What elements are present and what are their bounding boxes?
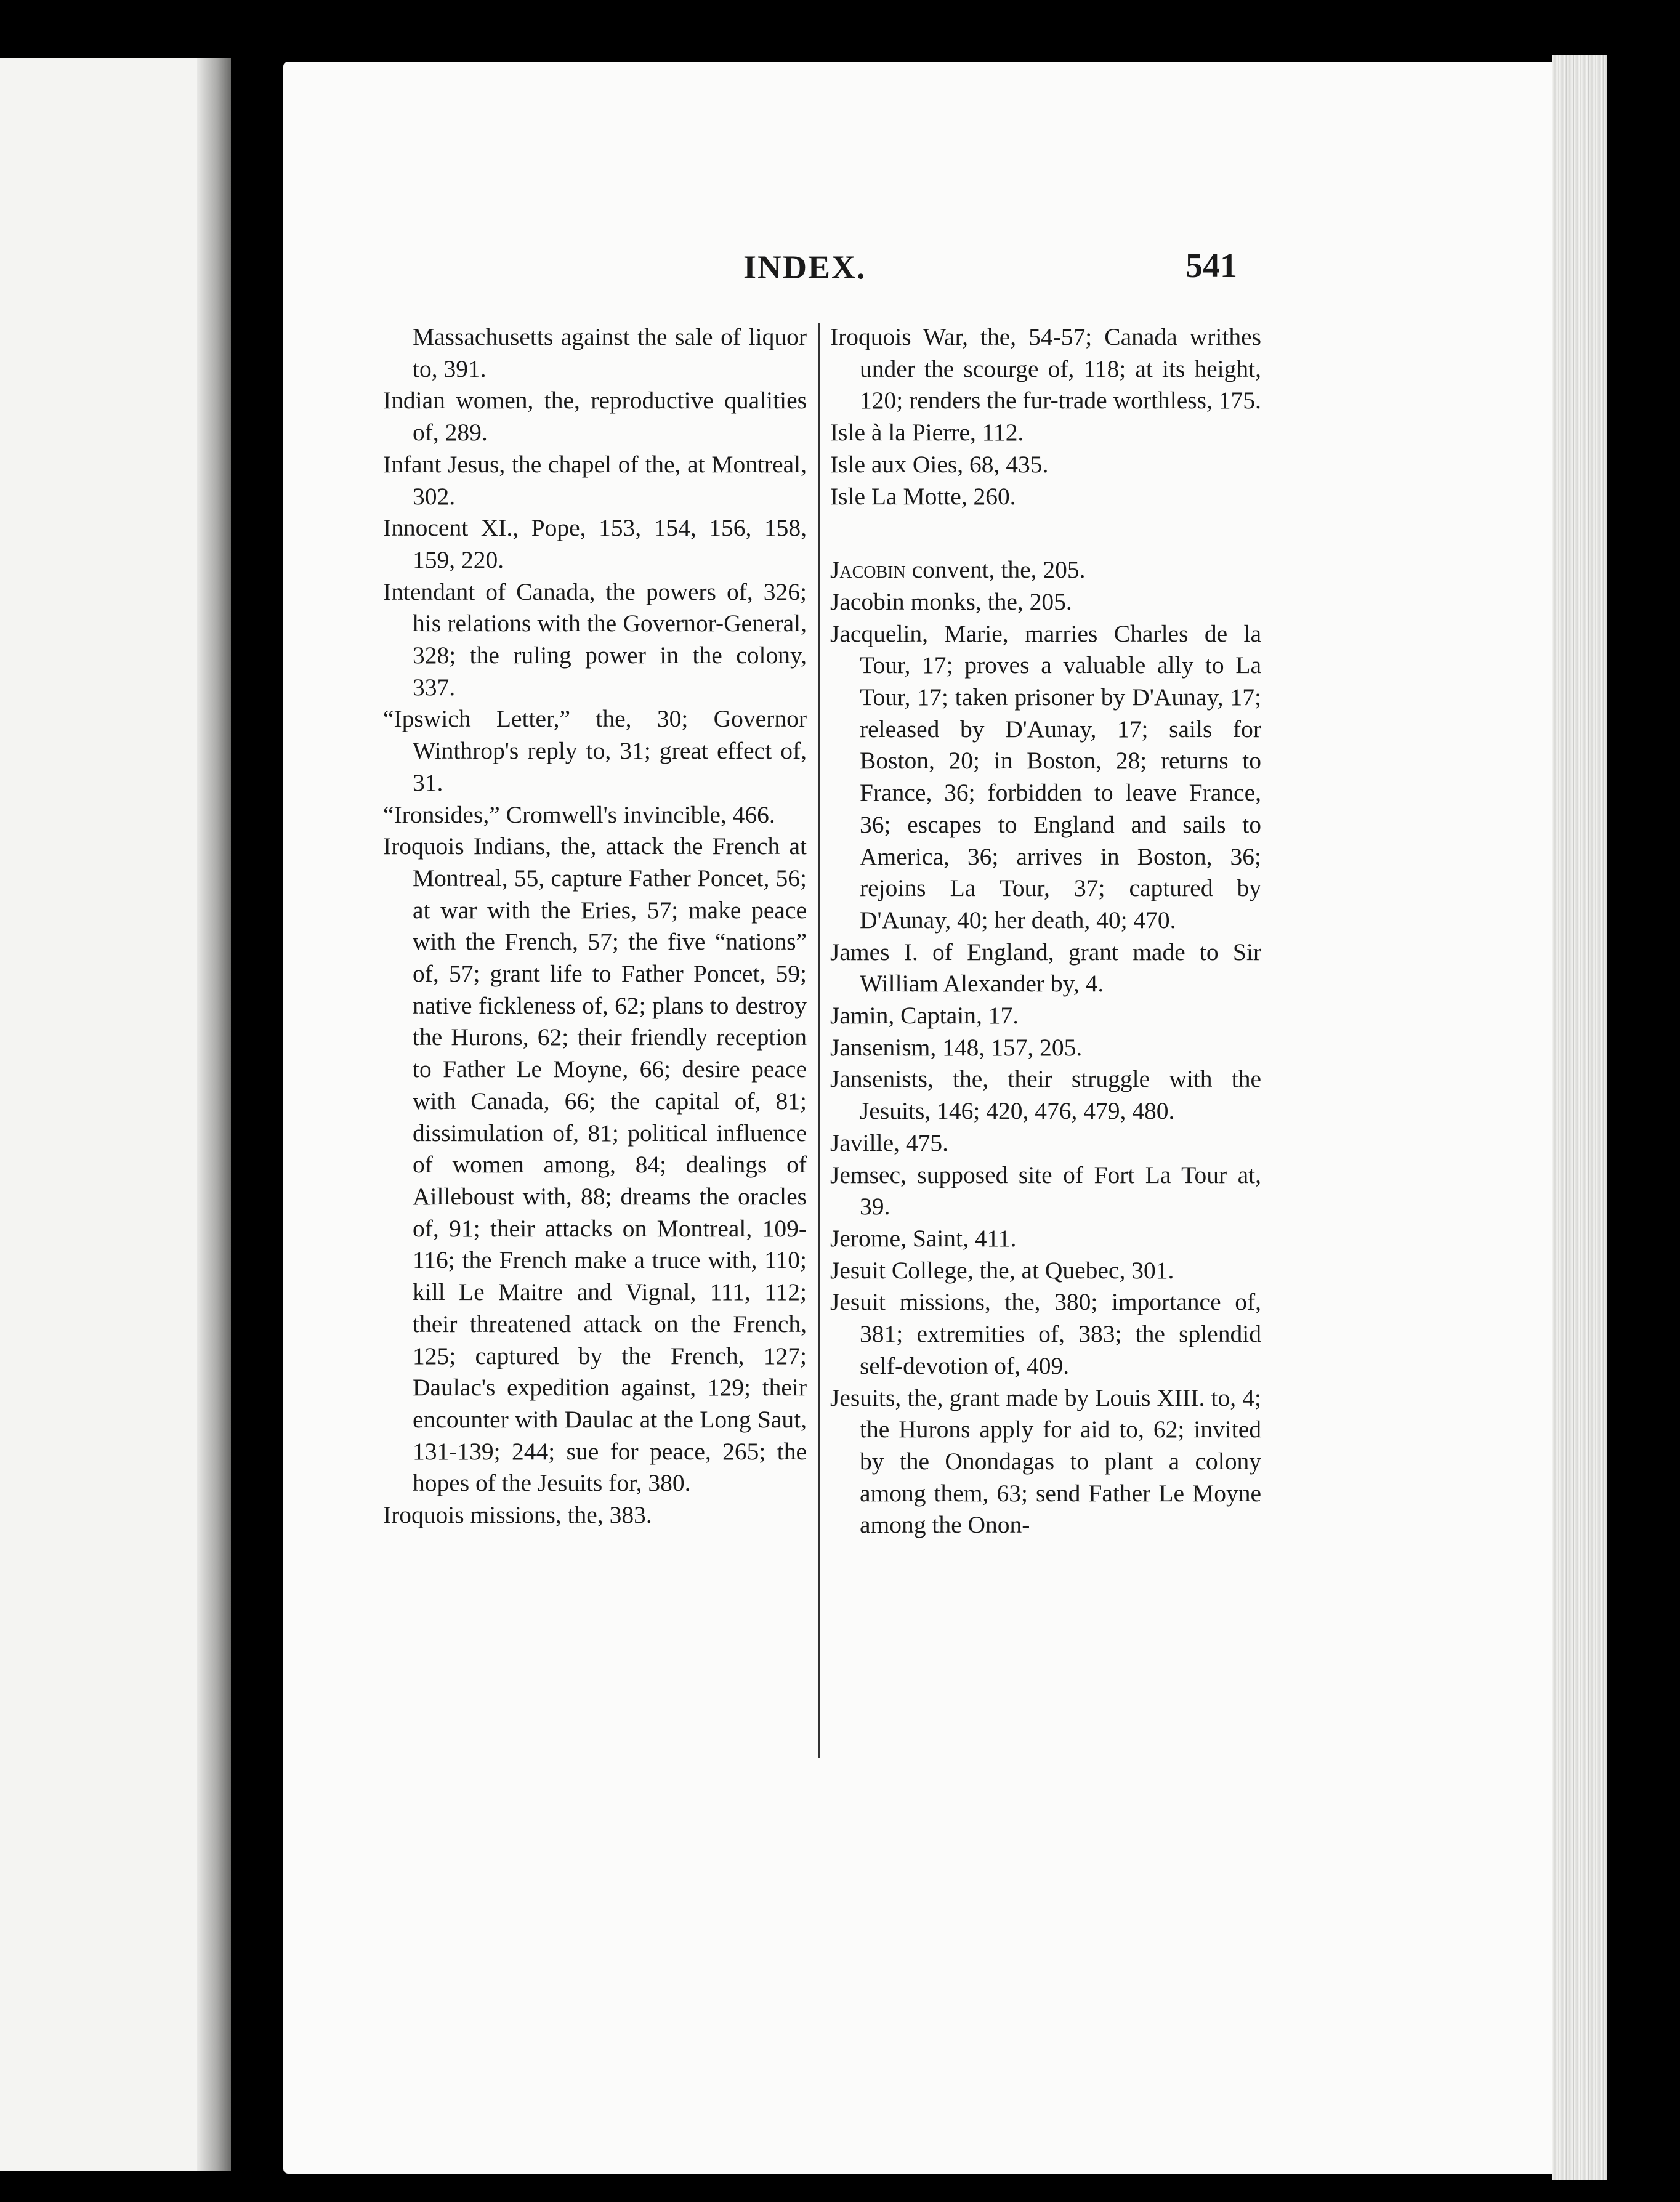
entry-text: Jansenists, the, their struggle with the Jesuits, 146; 420, 476, 479, 480. bbox=[830, 1065, 1261, 1125]
index-entry bbox=[830, 1382, 1261, 1542]
index-entry bbox=[383, 385, 807, 448]
index-entry bbox=[830, 481, 1261, 513]
index-entry bbox=[830, 1223, 1261, 1255]
index-entry bbox=[383, 449, 807, 512]
index-entry bbox=[830, 618, 1261, 937]
section-gap bbox=[830, 512, 1261, 554]
index-column-right bbox=[830, 321, 1261, 1541]
entry-text: Innocent XI., Pope, 153, 154, 156, 158, 159, 220. bbox=[383, 514, 807, 573]
entry-text: “Ipswich Letter,” the, 30; Governor Winthrop's reply to, 31; great effect of, 31. bbox=[383, 705, 807, 796]
index-entry bbox=[830, 1255, 1261, 1287]
entry-text: Iroquois War, the, 54-57; Canada writhes under the scourge of, 118; at its height, 120; renders the fur-trade worthless, 175. bbox=[830, 323, 1261, 414]
index-entry bbox=[383, 831, 807, 1499]
index-entry bbox=[830, 1286, 1261, 1382]
index-entry bbox=[830, 1063, 1261, 1127]
entry-text: Javille, 475. bbox=[830, 1129, 948, 1156]
entry-text: James I. of England, grant made to Sir William Alexander by, 4. bbox=[830, 938, 1261, 998]
index-entry bbox=[830, 1159, 1261, 1223]
index-entry bbox=[830, 321, 1261, 417]
entry-text: Jesuits, the, grant made by Louis XIII. to, 4; the Hurons apply for aid to, 62; invited by the Onondagas to plant a colony among them, 63; send Father Le Moyne among the Onon- bbox=[830, 1384, 1261, 1539]
index-entry bbox=[830, 1032, 1261, 1064]
index-entry bbox=[383, 576, 807, 704]
index-entry bbox=[383, 799, 807, 831]
index-entry bbox=[383, 1499, 807, 1531]
index-entry bbox=[383, 512, 807, 576]
entry-text: Jacobin monks, the, 205. bbox=[830, 587, 1072, 615]
facing-left-page bbox=[0, 58, 231, 2171]
entry-lead-word: Jacobin bbox=[830, 556, 906, 584]
index-entry bbox=[830, 449, 1261, 481]
entry-text: Infant Jesus, the chapel of the, at Montreal, 302. bbox=[383, 450, 807, 510]
entry-text: Jesuit College, the, at Quebec, 301. bbox=[830, 1256, 1174, 1284]
entry-text: Jesuit missions, the, 380; importance of, 381; extremities of, 383; the splendid self-devotion of, 409. bbox=[830, 1288, 1261, 1379]
entry-text: “Ironsides,” Cromwell's invincible, 466. bbox=[383, 801, 775, 828]
entry-text: Isle aux Oies, 68, 435. bbox=[830, 450, 1049, 478]
index-entry bbox=[830, 417, 1261, 449]
entry-text: Intendant of Canada, the powers of, 326; his relations with the Governor-General, 328; the ruling power in the colony, 337. bbox=[383, 578, 807, 701]
index-entry bbox=[383, 321, 807, 385]
index-column-left bbox=[383, 321, 807, 1531]
entry-text: Iroquois missions, the, 383. bbox=[383, 1501, 652, 1529]
entry-text: convent, the, 205. bbox=[905, 556, 1086, 584]
entry-text: Jamin, Captain, 17. bbox=[830, 1002, 1019, 1030]
entry-text: Jansenism, 148, 157, 205. bbox=[830, 1033, 1083, 1061]
entry-text: Massachusetts against the sale of liquor to, 391. bbox=[413, 323, 807, 382]
index-entry bbox=[830, 937, 1261, 1000]
entry-text: Jemsec, supposed site of Fort La Tour at, 39. bbox=[830, 1161, 1261, 1220]
entry-text: Isle La Motte, 260. bbox=[830, 482, 1016, 510]
page-gutter-shadow bbox=[197, 58, 231, 2171]
column-divider bbox=[818, 323, 820, 1758]
index-entry bbox=[383, 703, 807, 799]
index-entry bbox=[830, 554, 1261, 586]
entry-text: Iroquois Indians, the, attack the French at Montreal, 55, capture Father Poncet, 56; at war with the Eries, 57; make peace with the French, 57; the five “nations” of, 57; grant life to Father Poncet, 59; native fickleness of, 62; plans to destroy the Hurons, 62; their friendly reception to Father Le Moyne, 66; desire peace with Canada, 66; the capital of, 81; dissimulation of, 81; political influence of women among, 84; dealings of Ailleboust with, 88; dreams the oracles of, 91; their attacks on Montreal, 109-116; the French make a truce with, 110; kill Le Maitre and Vignal, 111, 112; their threatened attack on the French, 125; captured by the French, 127; Daulac's expedition against, 129; their encounter with Daulac at the Long Saut, 131-139; 244; sue for peace, 265; the hopes of the Jesuits for, 380. bbox=[383, 833, 807, 1497]
page-header-title: INDEX. bbox=[743, 249, 866, 286]
index-entry bbox=[830, 1127, 1261, 1159]
page-number: 541 bbox=[1185, 247, 1237, 285]
page-edges bbox=[1552, 55, 1607, 2180]
index-entry bbox=[830, 1000, 1261, 1032]
entry-text: Jerome, Saint, 411. bbox=[830, 1224, 1017, 1252]
entry-text: Isle à la Pierre, 112. bbox=[830, 419, 1024, 446]
entry-text: Jacquelin, Marie, marries Charles de la Tour, 17; proves a valuable ally to La Tour, 17; taken prisoner by D'Aunay, 17; released by D'Aunay, 17; sails for Boston, 20; in Boston, 28; returns to France, 36; forbidden to leave France, 36; escapes to England and sails to America, 36; arrives in Boston, 36; rejoins La Tour, 37; captured by D'Aunay, 40; her death, 40; 470. bbox=[830, 619, 1261, 934]
entry-text: Indian women, the, reproductive qualities of, 289. bbox=[383, 387, 807, 446]
index-entry bbox=[830, 586, 1261, 618]
